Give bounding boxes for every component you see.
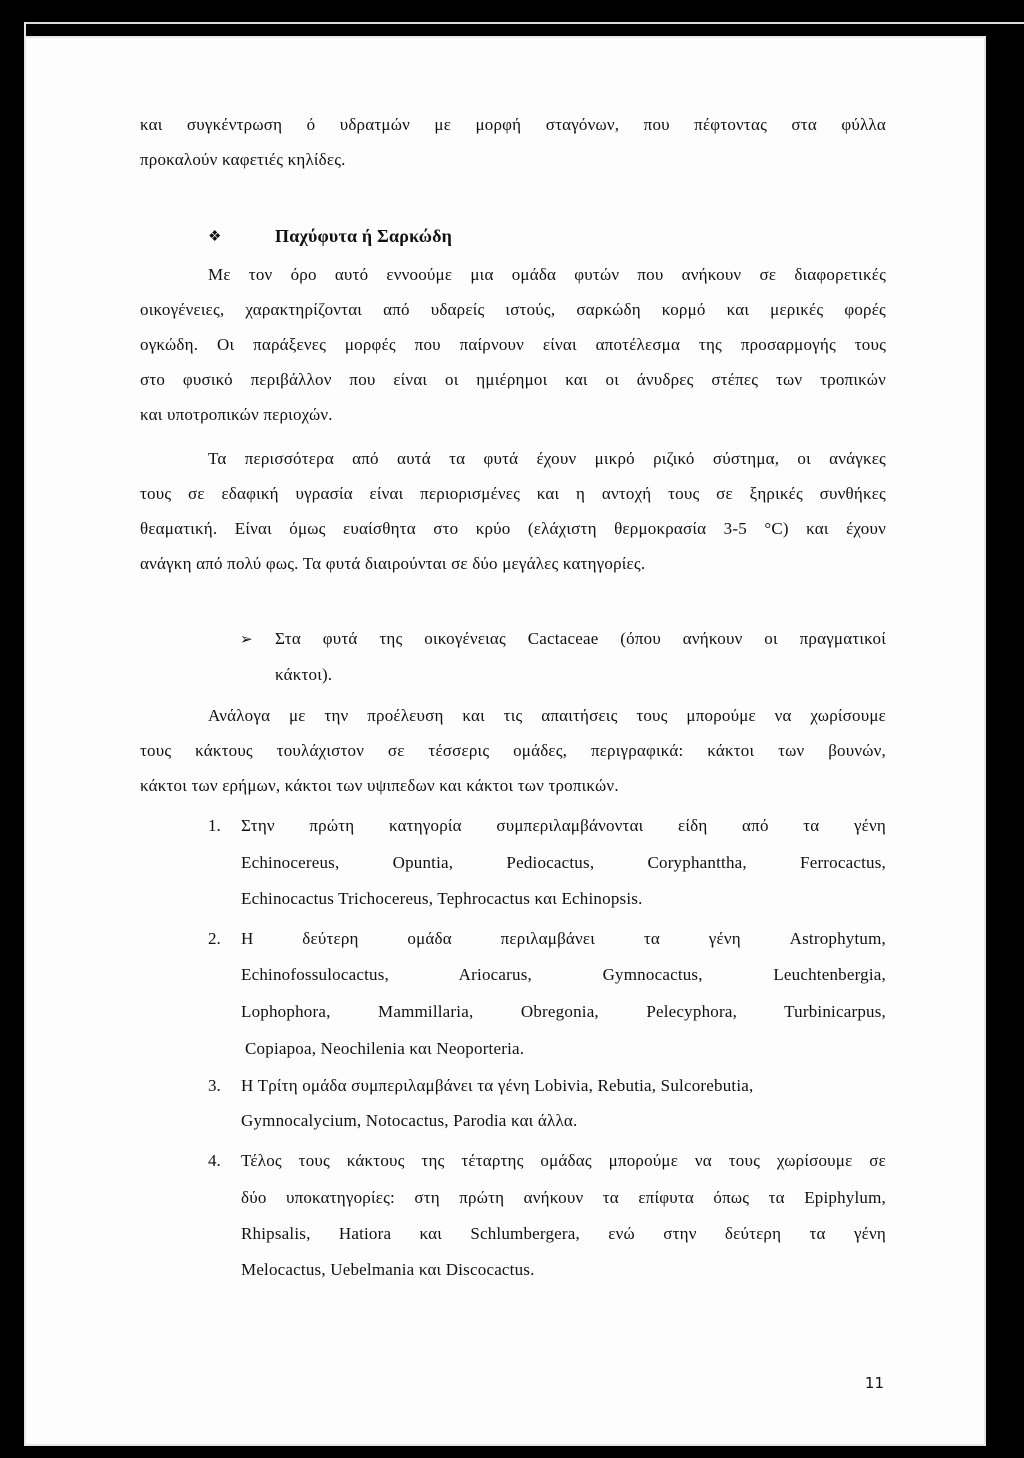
- list-item-text: Copiapoa, Neochilenia και Neoporteria.: [245, 1039, 525, 1058]
- page-number: 11: [864, 1374, 884, 1392]
- text-line: θεαματική. Είναι όμως ευαίσθητα στο κρύο (ελάχιστη θερμοκρασία 3-5 °C) και έχουν: [140, 519, 886, 538]
- section-heading: Παχύφυτα ή Σαρκώδη: [275, 226, 453, 246]
- list-number: 2.: [208, 929, 221, 948]
- list-item-text: Echinocactus Trichocereus, Tephrocactus και Echinopsis.: [241, 889, 643, 908]
- text-line: και υποτροπικών περιοχών.: [140, 405, 333, 424]
- text-line: στο φυσικό περιβάλλον που είναι οι ημιέρημοι και οι άνυδρες στέπες των τροπικών: [140, 370, 886, 389]
- diamond-bullet-icon: ❖: [208, 229, 222, 245]
- text-line: Ανάλογα με την προέλευση και τις απαιτήσεις τους μπορούμε να χωρίσουμε: [208, 706, 886, 725]
- text-line: Με τον όρο αυτό εννοούμε μια ομάδα φυτών που ανήκουν σε διαφορετικές: [208, 265, 886, 284]
- text-line: Τα περισσότερα από αυτά τα φυτά έχουν μικρό ριζικό σύστημα, οι ανάγκες: [208, 449, 886, 468]
- list-number: 4.: [208, 1151, 221, 1170]
- list-number: 3.: [208, 1076, 221, 1095]
- text-line: τους κάκτους τουλάχιστον σε τέσσερις ομάδες, περιγραφικά: κάκτοι των βουνών,: [140, 741, 886, 760]
- list-item-text: Echinofossulocactus, Ariocarus, Gymnocactus, Leuchtenbergia,: [241, 965, 886, 984]
- text-line: κάκτοι των ερήμων, κάκτοι των υψιπεδων και κάκτοι των τροπικών.: [140, 776, 619, 795]
- list-item-text: δύο υποκατηγορίες: στη πρώτη ανήκουν τα επίφυτα όπως τα Epiphylum,: [241, 1188, 886, 1207]
- page-frame-top-rule: [24, 22, 1024, 24]
- text-line: κάκτοι).: [275, 665, 333, 684]
- list-item-text: Echinocereus, Opuntia, Pediocactus, Coryphanttha, Ferrocactus,: [241, 853, 886, 872]
- list-number: 1.: [208, 816, 221, 835]
- text-line: τους σε εδαφική υγρασία είναι περιορισμένες και η αντοχή τους σε ξηρικές συνθήκες: [140, 484, 886, 503]
- text-line: προκαλούν καφετιές κηλίδες.: [140, 150, 346, 169]
- list-item-text: Lophophora, Mammillaria, Obregonia, Pelecyphora, Turbinicarpus,: [241, 1002, 886, 1021]
- text-line: ανάγκη από πολύ φως. Τα φυτά διαιρούνται σε δύο μεγάλες κατηγορίες.: [140, 554, 646, 573]
- list-item-text: Η δεύτερη ομάδα περιλαμβάνει τα γένη Astrophytum,: [241, 929, 886, 948]
- list-item-text: Τέλος τους κάκτους της τέταρτης ομάδας μπορούμε να τους χωρίσουμε σε: [241, 1151, 886, 1170]
- text-line: ογκώδη. Οι παράξενες μορφές που παίρνουν είναι αποτέλεσμα της προσαρμογής τους: [140, 335, 886, 354]
- text-line: Στα φυτά της οικογένειας Cactaceae (όπου ανήκουν οι πραγματικοί: [275, 629, 886, 648]
- list-item-text: Στην πρώτη κατηγορία συμπεριλαμβάνονται είδη από τα γένη: [241, 816, 886, 835]
- list-item-text: Η Τρίτη ομάδα συμπεριλαμβάνει τα γένη Lobivia, Rebutia, Sulcorebutia,: [241, 1076, 754, 1095]
- list-item-text: Melocactus, Uebelmania και Discocactus.: [241, 1260, 535, 1279]
- arrow-bullet-icon: ➢: [240, 632, 253, 648]
- text-line: και συγκέντρωση ό υδρατμών με μορφή σταγόνων, που πέφτοντας στα φύλλα: [140, 115, 886, 134]
- list-item-text: Rhipsalis, Hatiora και Schlumbergera, ενώ στην δεύτερη τα γένη: [241, 1224, 886, 1243]
- text-line: οικογένειες, χαρακτηρίζονται από υδαρείς ιστούς, σαρκώδη κορμό και μερικές φορές: [140, 300, 886, 319]
- list-item-text: Gymnocalycium, Notocactus, Parodia και άλλα.: [241, 1111, 578, 1130]
